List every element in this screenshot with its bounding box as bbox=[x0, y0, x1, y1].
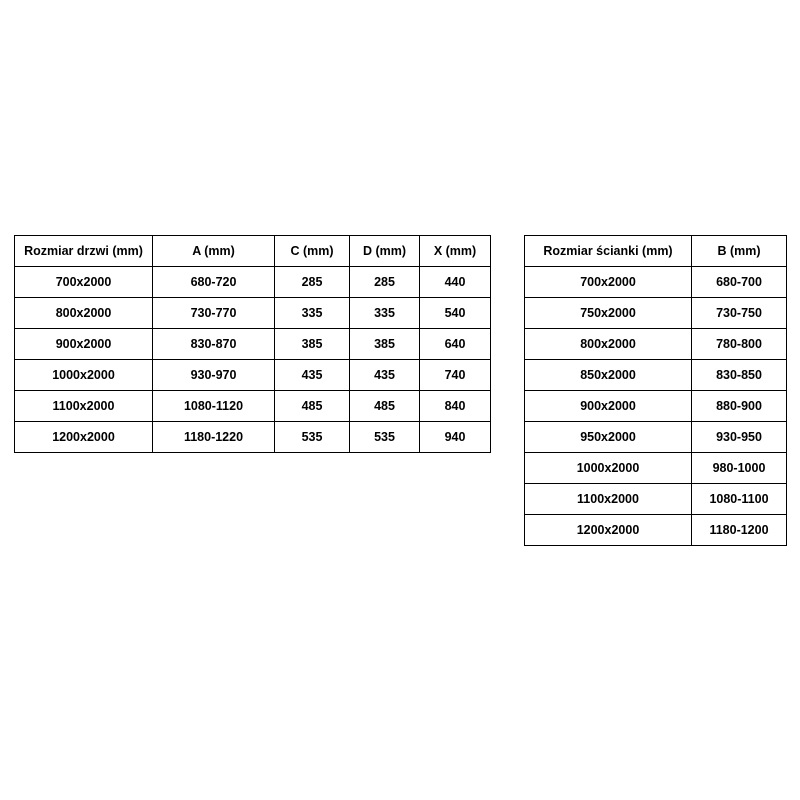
table-cell: 880-900 bbox=[692, 391, 787, 422]
walls-dimensions-table bbox=[524, 235, 787, 546]
table-cell: 1000x2000 bbox=[525, 453, 692, 484]
doors-table-body bbox=[15, 267, 491, 453]
table-row bbox=[525, 391, 787, 422]
table-row bbox=[15, 298, 491, 329]
table-row bbox=[525, 360, 787, 391]
table-cell: 740 bbox=[420, 360, 491, 391]
doors-col-header-c: C (mm) bbox=[275, 236, 350, 267]
table-cell: 1100x2000 bbox=[525, 484, 692, 515]
table-row bbox=[15, 267, 491, 298]
table-cell: 1200x2000 bbox=[15, 422, 153, 453]
table-cell: 1080-1100 bbox=[692, 484, 787, 515]
table-row bbox=[15, 391, 491, 422]
table-cell: 730-750 bbox=[692, 298, 787, 329]
table-row bbox=[525, 329, 787, 360]
table-header-row bbox=[525, 236, 787, 267]
table-row bbox=[15, 329, 491, 360]
table-cell: 840 bbox=[420, 391, 491, 422]
walls-col-header-b: B (mm) bbox=[692, 236, 787, 267]
doors-col-header-a: A (mm) bbox=[153, 236, 275, 267]
table-cell: 830-870 bbox=[153, 329, 275, 360]
table-cell: 1080-1120 bbox=[153, 391, 275, 422]
table-cell: 385 bbox=[275, 329, 350, 360]
table-cell: 335 bbox=[275, 298, 350, 329]
table-cell: 800x2000 bbox=[15, 298, 153, 329]
table-cell: 730-770 bbox=[153, 298, 275, 329]
walls-table-head bbox=[525, 236, 787, 267]
table-cell: 850x2000 bbox=[525, 360, 692, 391]
table-cell: 940 bbox=[420, 422, 491, 453]
walls-table-body bbox=[525, 267, 787, 546]
table-cell: 830-850 bbox=[692, 360, 787, 391]
table-cell: 485 bbox=[350, 391, 420, 422]
table-cell: 435 bbox=[350, 360, 420, 391]
walls-dimensions-table-container bbox=[524, 235, 787, 546]
table-cell: 680-700 bbox=[692, 267, 787, 298]
table-cell: 980-1000 bbox=[692, 453, 787, 484]
table-row bbox=[525, 298, 787, 329]
table-cell: 680-720 bbox=[153, 267, 275, 298]
table-row bbox=[525, 422, 787, 453]
table-row bbox=[525, 484, 787, 515]
table-row bbox=[15, 360, 491, 391]
table-cell: 900x2000 bbox=[15, 329, 153, 360]
table-row bbox=[525, 515, 787, 546]
table-cell: 435 bbox=[275, 360, 350, 391]
table-cell: 750x2000 bbox=[525, 298, 692, 329]
doors-dimensions-table-container bbox=[14, 235, 491, 453]
table-cell: 535 bbox=[350, 422, 420, 453]
table-cell: 1200x2000 bbox=[525, 515, 692, 546]
table-cell: 285 bbox=[350, 267, 420, 298]
table-cell: 950x2000 bbox=[525, 422, 692, 453]
table-cell: 540 bbox=[420, 298, 491, 329]
table-header-row bbox=[15, 236, 491, 267]
doors-col-header-d: D (mm) bbox=[350, 236, 420, 267]
table-row bbox=[525, 453, 787, 484]
table-cell: 535 bbox=[275, 422, 350, 453]
table-row bbox=[525, 267, 787, 298]
table-cell: 1180-1200 bbox=[692, 515, 787, 546]
doors-dimensions-table bbox=[14, 235, 491, 453]
doors-table-head bbox=[15, 236, 491, 267]
table-cell: 1100x2000 bbox=[15, 391, 153, 422]
table-cell: 800x2000 bbox=[525, 329, 692, 360]
table-cell: 700x2000 bbox=[525, 267, 692, 298]
table-cell: 640 bbox=[420, 329, 491, 360]
table-cell: 700x2000 bbox=[15, 267, 153, 298]
doors-col-header-size: Rozmiar drzwi (mm) bbox=[15, 236, 153, 267]
table-cell: 900x2000 bbox=[525, 391, 692, 422]
table-cell: 1000x2000 bbox=[15, 360, 153, 391]
walls-col-header-size: Rozmiar ścianki (mm) bbox=[525, 236, 692, 267]
doors-col-header-x: X (mm) bbox=[420, 236, 491, 267]
table-cell: 440 bbox=[420, 267, 491, 298]
table-cell: 285 bbox=[275, 267, 350, 298]
table-cell: 385 bbox=[350, 329, 420, 360]
table-cell: 930-950 bbox=[692, 422, 787, 453]
table-cell: 485 bbox=[275, 391, 350, 422]
table-row bbox=[15, 422, 491, 453]
table-cell: 780-800 bbox=[692, 329, 787, 360]
table-cell: 1180-1220 bbox=[153, 422, 275, 453]
table-cell: 335 bbox=[350, 298, 420, 329]
table-cell: 930-970 bbox=[153, 360, 275, 391]
